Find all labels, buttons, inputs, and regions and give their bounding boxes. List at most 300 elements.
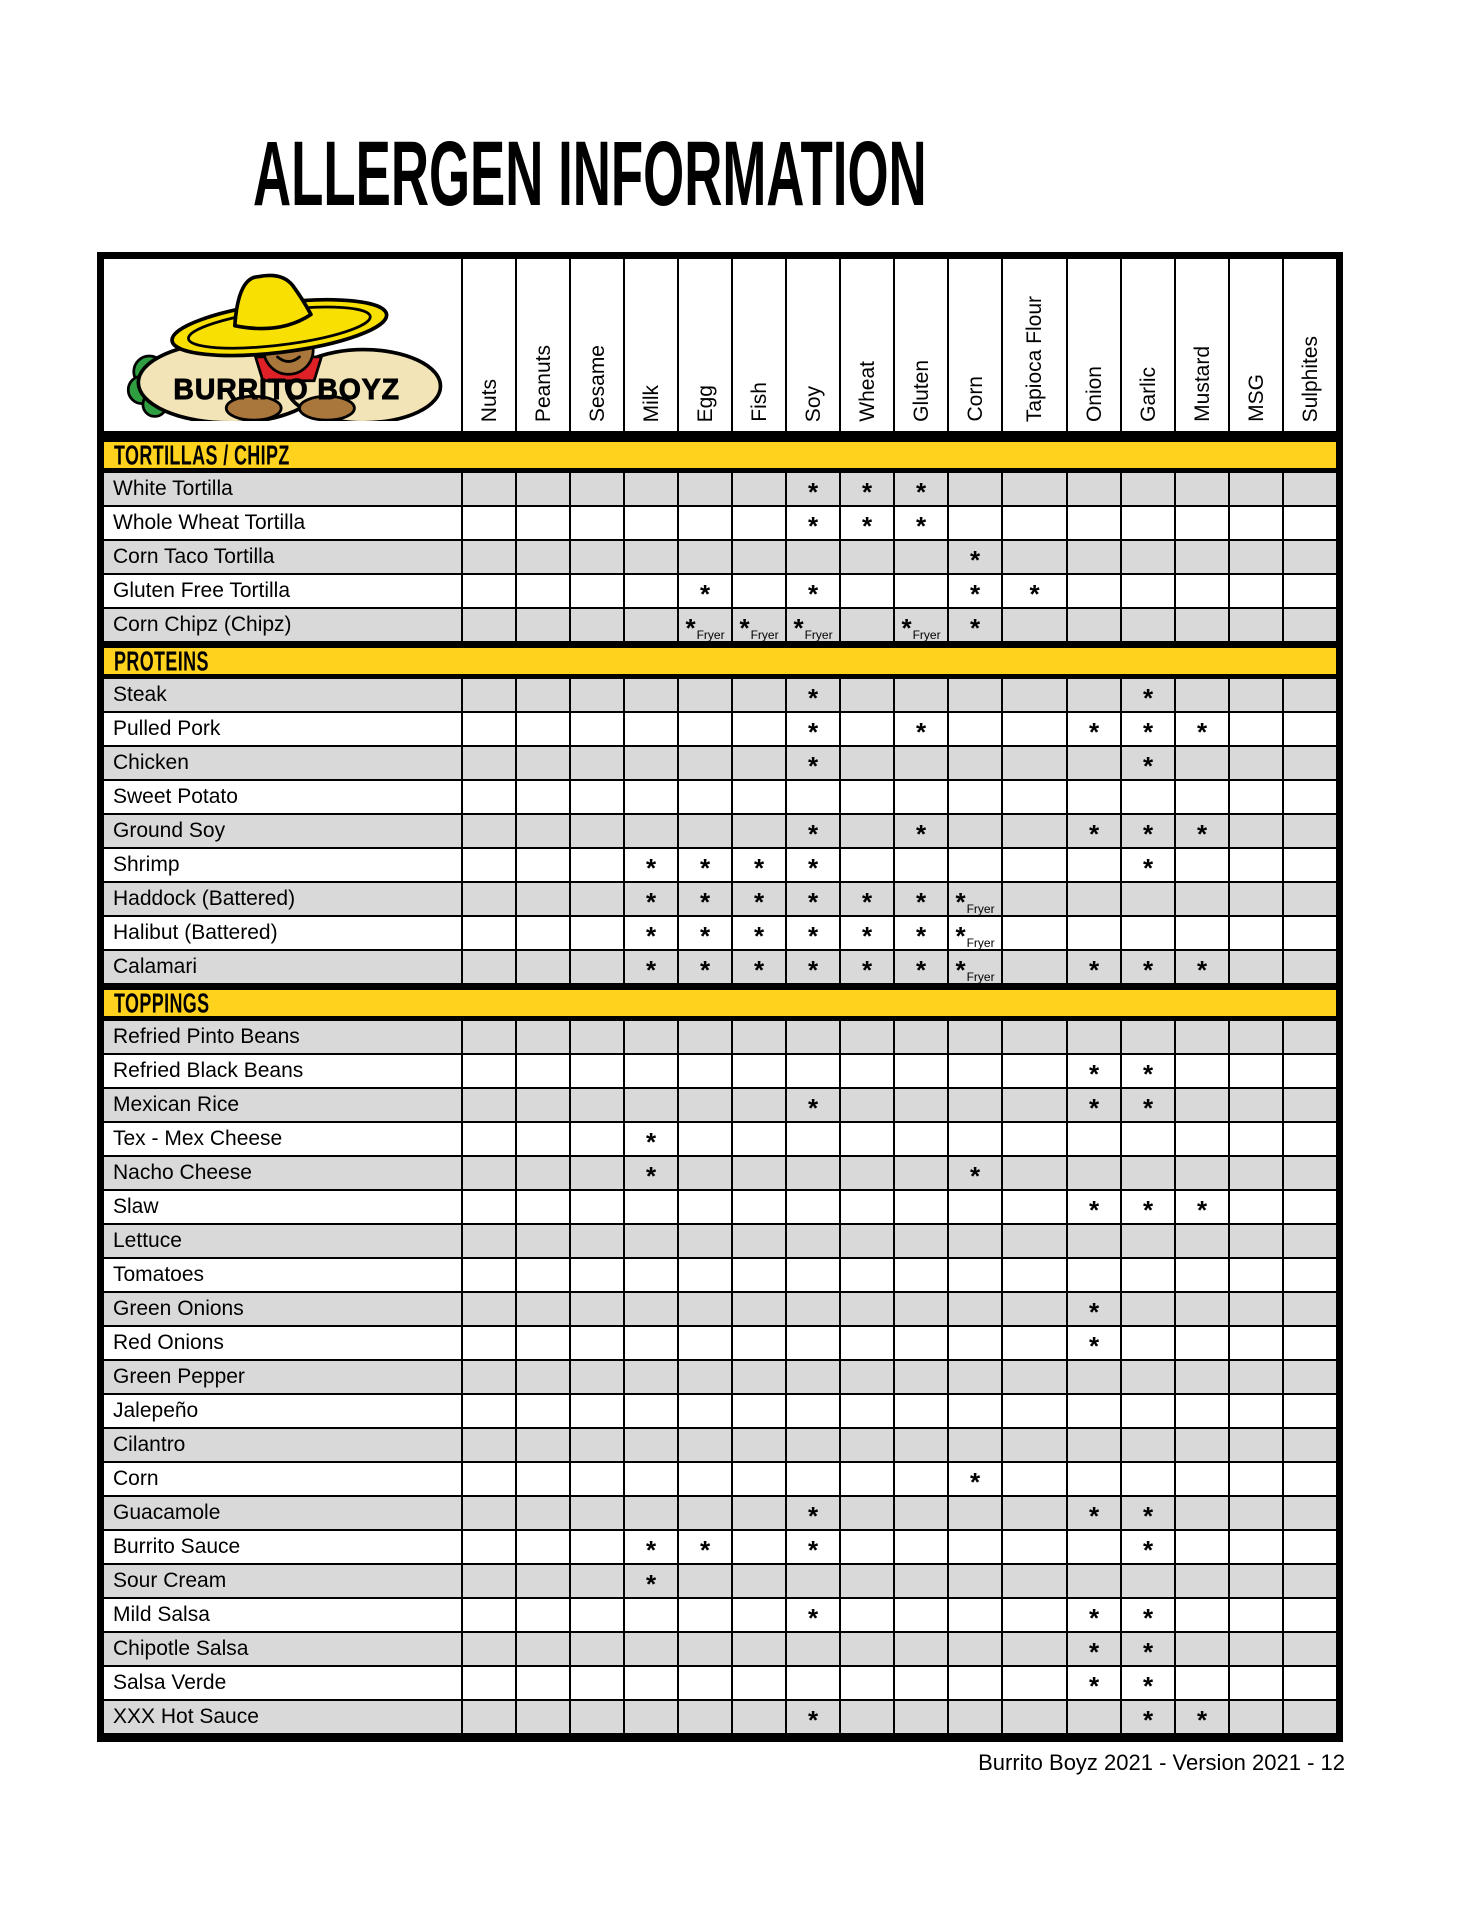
food-name-cell: Burrito Sauce: [104, 1531, 461, 1565]
allergen-mark-cell: [1174, 917, 1228, 951]
allergen-mark-cell: [1001, 1633, 1066, 1667]
allergen-mark-cell: [1120, 1701, 1174, 1735]
allergen-mark-cell: [1282, 1157, 1336, 1191]
allergen-mark-cell: [1001, 507, 1066, 541]
allergen-mark-cell: [893, 679, 947, 713]
allergen-mark-cell: [1228, 1395, 1282, 1429]
allergen-mark-cell: [947, 883, 1001, 917]
allergen-mark: *: [753, 887, 765, 917]
allergen-mark-cell: [461, 575, 515, 609]
allergen-mark-cell: [569, 473, 623, 507]
allergen-mark-cell: [569, 1327, 623, 1361]
allergen-mark-cell: [461, 1701, 515, 1735]
allergen-mark: *: [1142, 751, 1154, 781]
allergen-mark-cell: [731, 1497, 785, 1531]
allergen-mark-cell: [677, 951, 731, 985]
allergen-mark-cell: [1228, 679, 1282, 713]
allergen-mark-cell: [677, 1055, 731, 1089]
allergen-mark-cell: [1228, 713, 1282, 747]
allergen-mark-cell: [515, 747, 569, 781]
allergen-mark-cell: [1228, 609, 1282, 643]
allergen-mark-cell: [731, 1123, 785, 1157]
allergen-mark-cell: [1066, 917, 1120, 951]
allergen-mark-cell: [1120, 1225, 1174, 1259]
allergen-mark-cell: [1001, 713, 1066, 747]
allergen-mark: *: [1088, 1195, 1100, 1225]
allergen-mark-cell: [1066, 507, 1120, 541]
allergen-mark-cell: [947, 1429, 1001, 1463]
allergen-mark-cell: [569, 747, 623, 781]
allergen-mark-cell: [947, 951, 1001, 985]
allergen-mark-cell: [1282, 781, 1336, 815]
allergen-mark-cell: [947, 713, 1001, 747]
allergen-mark: *: [645, 1535, 657, 1565]
allergen-mark-cell: [947, 1191, 1001, 1225]
food-name-cell: Whole Wheat Tortilla: [104, 507, 461, 541]
allergen-mark-cell: [1282, 1633, 1336, 1667]
allergen-mark-cell: [1228, 1497, 1282, 1531]
allergen-mark: *: [901, 613, 912, 643]
allergen-mark-cell: [1001, 1395, 1066, 1429]
allergen-mark: *: [1196, 717, 1208, 747]
allergen-mark-cell: [1228, 1361, 1282, 1395]
allergen-mark-cell: [1120, 951, 1174, 985]
allergen-mark-cell: [461, 609, 515, 643]
allergen-mark-cell: [839, 1123, 893, 1157]
allergen-mark-cell: [1282, 1565, 1336, 1599]
allergen-mark-cell: [785, 541, 839, 575]
allergen-mark: *: [915, 887, 927, 917]
allergen-mark-cell: [1066, 713, 1120, 747]
allergen-mark-cell: [569, 1497, 623, 1531]
allergen-mark-cell: [1174, 1259, 1228, 1293]
allergen-mark-cell: [839, 1225, 893, 1259]
allergen-mark-cell: [785, 1531, 839, 1565]
food-name-cell: Tomatoes: [104, 1259, 461, 1293]
allergen-mark-cell: [1228, 541, 1282, 575]
food-name-cell: Corn Taco Tortilla: [104, 541, 461, 575]
allergen-mark-cell: [1066, 1225, 1120, 1259]
allergen-mark-cell: [839, 1497, 893, 1531]
allergen-mark-cell: [569, 507, 623, 541]
allergen-mark: *: [807, 921, 819, 951]
allergen-mark-cell: [1228, 1259, 1282, 1293]
allergen-mark-cell: [1066, 1497, 1120, 1531]
allergen-mark-cell: [677, 609, 731, 643]
allergen-mark-cell: [677, 679, 731, 713]
allergen-mark-cell: [1282, 1361, 1336, 1395]
allergen-mark-cell: [515, 1123, 569, 1157]
allergen-mark-cell: [1282, 609, 1336, 643]
allergen-mark-cell: [677, 1565, 731, 1599]
allergen-mark-cell: [515, 1259, 569, 1293]
allergen-mark-cell: [1282, 1191, 1336, 1225]
allergen-mark: *: [807, 887, 819, 917]
allergen-mark-cell: [1066, 815, 1120, 849]
allergen-mark-cell: [1282, 679, 1336, 713]
allergen-mark-cell: [947, 815, 1001, 849]
allergen-mark-cell: [569, 575, 623, 609]
allergen-mark-cell: [731, 747, 785, 781]
allergen-mark-cell: [947, 1531, 1001, 1565]
allergen-mark: *: [739, 613, 750, 643]
allergen-mark-cell: [569, 1021, 623, 1055]
allergen-mark-cell: [623, 1225, 677, 1259]
allergen-mark-cell: [785, 1463, 839, 1497]
allergen-mark: *: [807, 477, 819, 507]
allergen-mark-cell: [677, 1599, 731, 1633]
allergen-mark-cell: [1001, 1123, 1066, 1157]
allergen-mark-cell: [569, 1361, 623, 1395]
allergen-mark-cell: [623, 541, 677, 575]
allergen-mark-cell: [893, 1599, 947, 1633]
allergen-mark-cell: [731, 1395, 785, 1429]
allergen-mark-cell: [839, 1531, 893, 1565]
food-name-cell: Refried Pinto Beans: [104, 1021, 461, 1055]
allergen-mark-cell: [839, 849, 893, 883]
allergen-mark-cell: [1120, 1463, 1174, 1497]
allergen-mark-cell: [677, 1667, 731, 1701]
allergen-mark: *: [1142, 1059, 1154, 1089]
allergen-mark-cell: [677, 1157, 731, 1191]
allergen-mark-cell: [893, 917, 947, 951]
allergen-mark-cell: [785, 713, 839, 747]
allergen-mark-cell: [785, 507, 839, 541]
allergen-mark-cell: [893, 1089, 947, 1123]
allergen-mark-cell: [515, 1157, 569, 1191]
allergen-mark-cell: [623, 883, 677, 917]
allergen-mark: *: [807, 955, 819, 985]
allergen-mark-cell: [623, 1463, 677, 1497]
allergen-mark-cell: [731, 1327, 785, 1361]
allergen-mark-cell: [677, 1191, 731, 1225]
allergen-mark-cell: [1120, 1191, 1174, 1225]
allergen-column-label: Soy: [801, 385, 825, 422]
food-name-cell: Shrimp: [104, 849, 461, 883]
allergen-mark-cell: [1228, 473, 1282, 507]
allergen-mark-cell: [515, 1667, 569, 1701]
allergen-mark-cell: [893, 1225, 947, 1259]
allergen-mark-cell: [731, 1599, 785, 1633]
allergen-mark: *: [1088, 1671, 1100, 1701]
allergen-mark-cell: [623, 1293, 677, 1327]
allergen-mark-cell: [677, 541, 731, 575]
allergen-mark-cell: [1228, 849, 1282, 883]
allergen-mark-cell: [1066, 1429, 1120, 1463]
allergen-mark-cell: [1282, 917, 1336, 951]
allergen-mark-cell: [839, 507, 893, 541]
allergen-mark: *: [969, 613, 981, 643]
allergen-mark-cell: [461, 1429, 515, 1463]
allergen-mark: *: [645, 1161, 657, 1191]
allergen-mark-cell: [893, 1361, 947, 1395]
allergen-mark-cell: [1066, 1395, 1120, 1429]
allergen-mark-cell: [1066, 679, 1120, 713]
allergen-mark: *: [699, 955, 711, 985]
allergen-mark-cell: [569, 1225, 623, 1259]
allergen-mark-cell: [1001, 1531, 1066, 1565]
allergen-mark-cell: [1120, 1599, 1174, 1633]
allergen-mark-cell: [569, 849, 623, 883]
allergen-mark-cell: [947, 1293, 1001, 1327]
allergen-column-label: Milk: [639, 384, 663, 422]
section-header-label: TOPPINGS: [114, 986, 210, 1018]
allergen-column-label: Nuts: [477, 378, 501, 422]
allergen-mark-cell: [1174, 1531, 1228, 1565]
allergen-mark: *: [861, 955, 873, 985]
allergen-mark-cell: [731, 1633, 785, 1667]
allergen-mark-cell: [1282, 1021, 1336, 1055]
allergen-mark-cell: [623, 1191, 677, 1225]
brand-logo: [104, 259, 461, 437]
allergen-mark-cell: [677, 1531, 731, 1565]
allergen-mark-cell: [677, 815, 731, 849]
allergen-mark-cell: [1066, 1327, 1120, 1361]
allergen-mark-cell: [623, 1327, 677, 1361]
allergen-mark-cell: [569, 1565, 623, 1599]
burrito-boyz-logo-icon: [118, 269, 448, 421]
allergen-mark: *: [807, 853, 819, 883]
food-name-cell: Mexican Rice: [104, 1089, 461, 1123]
allergen-mark-cell: [569, 1089, 623, 1123]
allergen-mark-cell: [461, 1565, 515, 1599]
allergen-mark-cell: [731, 1463, 785, 1497]
allergen-mark-cell: [1001, 747, 1066, 781]
allergen-column-header: [731, 259, 785, 437]
allergen-column-label: Fish: [747, 382, 771, 422]
allergen-mark-cell: [1120, 507, 1174, 541]
allergen-mark-cell: [731, 507, 785, 541]
allergen-mark-cell: [947, 1701, 1001, 1735]
allergen-mark-cell: [1228, 1463, 1282, 1497]
allergen-mark-cell: [1228, 1191, 1282, 1225]
allergen-mark-cell: [1228, 1327, 1282, 1361]
allergen-mark-cell: [893, 1463, 947, 1497]
food-name-cell: XXX Hot Sauce: [104, 1701, 461, 1735]
allergen-mark-cell: [1282, 1531, 1336, 1565]
allergen-mark-cell: [1228, 1157, 1282, 1191]
allergen-mark-cell: [461, 1463, 515, 1497]
allergen-mark-cell: [1120, 1667, 1174, 1701]
allergen-mark-cell: [515, 1361, 569, 1395]
allergen-mark-cell: [461, 1021, 515, 1055]
allergen-mark-cell: [785, 1565, 839, 1599]
allergen-mark-cell: [623, 781, 677, 815]
allergen-mark-cell: [515, 1225, 569, 1259]
allergen-mark: *: [1088, 955, 1100, 985]
allergen-mark: *: [1088, 1603, 1100, 1633]
fryer-note: Fryer: [966, 902, 995, 916]
food-name-cell: Sour Cream: [104, 1565, 461, 1599]
allergen-mark-cell: [1120, 1123, 1174, 1157]
allergen-mark: *: [1142, 683, 1154, 713]
allergen-mark-cell: [1001, 781, 1066, 815]
allergen-mark: *: [1029, 579, 1040, 609]
allergen-column-header: [1001, 259, 1066, 437]
allergen-mark: *: [955, 955, 966, 985]
allergen-mark-cell: [1228, 1293, 1282, 1327]
fryer-note: Fryer: [912, 628, 941, 642]
allergen-mark-cell: [731, 1089, 785, 1123]
allergen-mark-cell: [839, 815, 893, 849]
allergen-mark-cell: [461, 1327, 515, 1361]
allergen-mark-cell: [677, 747, 731, 781]
allergen-mark-cell: [623, 1021, 677, 1055]
allergen-mark: *: [861, 477, 873, 507]
food-name-cell: Gluten Free Tortilla: [104, 575, 461, 609]
food-name-cell: Green Pepper: [104, 1361, 461, 1395]
fryer-note: Fryer: [750, 628, 779, 642]
allergen-mark-cell: [1120, 1055, 1174, 1089]
allergen-mark-cell: [839, 575, 893, 609]
allergen-mark: *: [1088, 1093, 1100, 1123]
allergen-mark-cell: [677, 1259, 731, 1293]
allergen-mark-cell: [1120, 849, 1174, 883]
allergen-mark: *: [699, 887, 711, 917]
allergen-mark-cell: [785, 1429, 839, 1463]
allergen-mark: *: [645, 1569, 657, 1599]
allergen-column-header: [677, 259, 731, 437]
allergen-mark: *: [1142, 955, 1154, 985]
allergen-mark-cell: [1001, 609, 1066, 643]
allergen-mark-cell: [893, 609, 947, 643]
allergen-mark-cell: [1228, 1565, 1282, 1599]
allergen-mark: *: [861, 511, 873, 541]
allergen-mark-cell: [731, 1429, 785, 1463]
allergen-mark-cell: [947, 1463, 1001, 1497]
allergen-mark-cell: [731, 1701, 785, 1735]
allergen-mark-cell: [1066, 781, 1120, 815]
allergen-mark-cell: [677, 1361, 731, 1395]
allergen-mark-cell: [839, 1565, 893, 1599]
allergen-mark-cell: [1228, 507, 1282, 541]
allergen-mark-cell: [893, 781, 947, 815]
allergen-mark-cell: [1228, 781, 1282, 815]
allergen-mark-cell: [839, 1633, 893, 1667]
allergen-mark-cell: [1174, 849, 1228, 883]
allergen-mark-cell: [1001, 951, 1066, 985]
allergen-mark-cell: [947, 679, 1001, 713]
allergen-mark-cell: [461, 679, 515, 713]
allergen-mark-cell: [1066, 1021, 1120, 1055]
allergen-mark-cell: [515, 1089, 569, 1123]
allergen-mark-cell: [1174, 781, 1228, 815]
allergen-mark-cell: [1120, 1259, 1174, 1293]
allergen-column-label: Mustard: [1190, 346, 1214, 422]
allergen-mark-cell: [461, 1191, 515, 1225]
allergen-mark-cell: [1066, 1463, 1120, 1497]
allergen-mark-cell: [677, 1021, 731, 1055]
allergen-mark-cell: [1066, 1259, 1120, 1293]
allergen-mark-cell: [569, 1157, 623, 1191]
allergen-mark: *: [807, 511, 819, 541]
allergen-mark-cell: [893, 575, 947, 609]
allergen-mark-cell: [623, 1259, 677, 1293]
allergen-mark-cell: [731, 1565, 785, 1599]
allergen-mark-cell: [623, 473, 677, 507]
allergen-mark-cell: [839, 917, 893, 951]
allergen-mark-cell: [731, 849, 785, 883]
fryer-note: Fryer: [804, 628, 833, 642]
allergen-mark-cell: [1174, 1021, 1228, 1055]
allergen-mark-cell: [677, 1123, 731, 1157]
allergen-mark-cell: [515, 575, 569, 609]
allergen-mark: *: [1142, 717, 1154, 747]
allergen-mark-cell: [515, 473, 569, 507]
allergen-mark-cell: [785, 609, 839, 643]
allergen-mark-cell: [1066, 1157, 1120, 1191]
allergen-mark-cell: [1066, 1123, 1120, 1157]
allergen-mark-cell: [1066, 1701, 1120, 1735]
allergen-mark-cell: [1001, 473, 1066, 507]
allergen-mark-cell: [1282, 747, 1336, 781]
allergen-mark-cell: [1001, 1055, 1066, 1089]
allergen-mark-cell: [461, 815, 515, 849]
allergen-mark-cell: [569, 781, 623, 815]
allergen-column-label: Sesame: [585, 344, 609, 422]
allergen-mark-cell: [623, 1089, 677, 1123]
allergen-mark-cell: [731, 815, 785, 849]
allergen-mark-cell: [1228, 1667, 1282, 1701]
food-name-cell: Tex - Mex Cheese: [104, 1123, 461, 1157]
allergen-mark-cell: [1282, 473, 1336, 507]
allergen-mark-cell: [569, 815, 623, 849]
allergen-mark-cell: [623, 1157, 677, 1191]
allergen-mark-cell: [1228, 1599, 1282, 1633]
allergen-mark-cell: [1228, 1429, 1282, 1463]
allergen-mark-cell: [947, 1055, 1001, 1089]
allergen-column-header: [947, 259, 1001, 437]
allergen-mark-cell: [839, 1055, 893, 1089]
allergen-mark-cell: [947, 1667, 1001, 1701]
allergen-mark-cell: [839, 1293, 893, 1327]
allergen-mark-cell: [1228, 1633, 1282, 1667]
allergen-mark-cell: [893, 1157, 947, 1191]
allergen-mark-cell: [893, 1633, 947, 1667]
food-name-cell: Halibut (Battered): [104, 917, 461, 951]
allergen-mark-cell: [1282, 1259, 1336, 1293]
allergen-mark-cell: [461, 1633, 515, 1667]
allergen-mark-cell: [461, 1361, 515, 1395]
allergen-mark-cell: [785, 1701, 839, 1735]
allergen-mark-cell: [1120, 815, 1174, 849]
allergen-mark-cell: [515, 1633, 569, 1667]
food-name-cell: Slaw: [104, 1191, 461, 1225]
allergen-mark-cell: [623, 917, 677, 951]
allergen-mark-cell: [947, 1565, 1001, 1599]
allergen-mark-cell: [1120, 1565, 1174, 1599]
food-name-cell: Steak: [104, 679, 461, 713]
allergen-mark-cell: [515, 1395, 569, 1429]
allergen-mark-cell: [623, 1395, 677, 1429]
allergen-mark: *: [807, 1705, 819, 1735]
allergen-mark-cell: [515, 849, 569, 883]
allergen-mark: *: [807, 1535, 819, 1565]
allergen-mark-cell: [1174, 1633, 1228, 1667]
section-header: [104, 985, 1336, 1021]
allergen-mark-cell: [569, 1123, 623, 1157]
allergen-mark-cell: [1174, 1225, 1228, 1259]
allergen-mark-cell: [1001, 541, 1066, 575]
allergen-mark-cell: [947, 1157, 1001, 1191]
allergen-mark-cell: [839, 1089, 893, 1123]
allergen-mark-cell: [569, 1463, 623, 1497]
allergen-mark-cell: [623, 609, 677, 643]
allergen-mark-cell: [1066, 609, 1120, 643]
allergen-mark-cell: [1174, 1497, 1228, 1531]
allergen-mark-cell: [461, 917, 515, 951]
allergen-mark-cell: [893, 541, 947, 575]
